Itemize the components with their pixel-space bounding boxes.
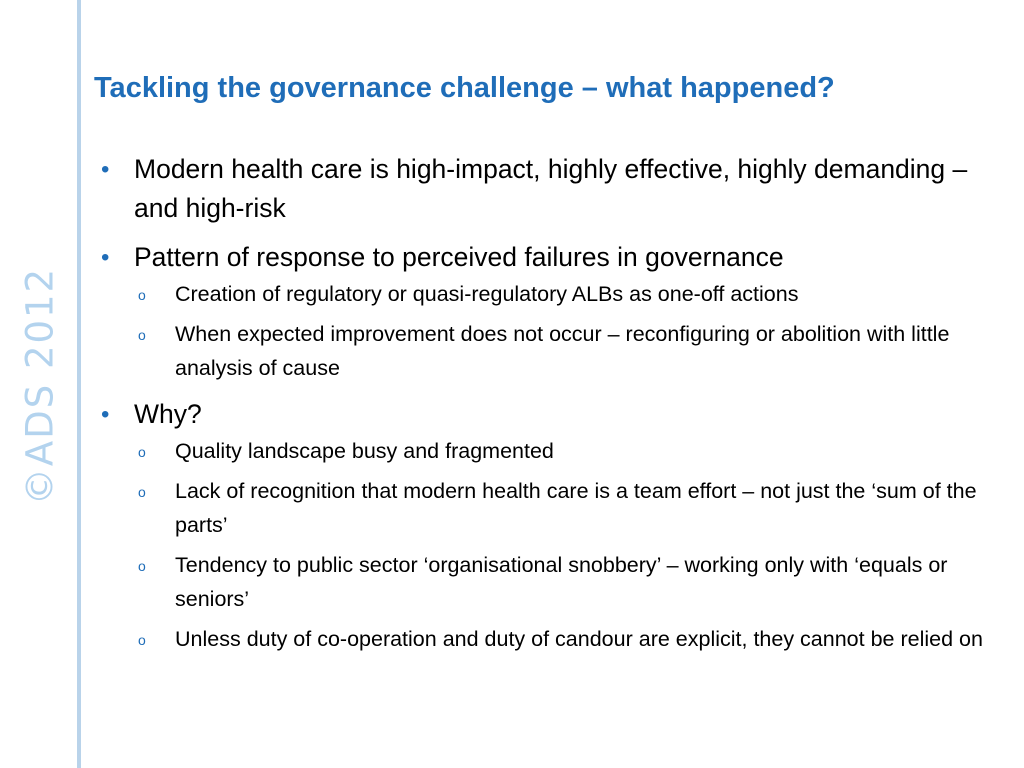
circle-bullet-icon: o	[138, 632, 146, 648]
circle-bullet-icon: o	[138, 287, 146, 303]
bullet-dot-icon: •	[101, 401, 110, 428]
circle-bullet-icon: o	[138, 327, 146, 343]
circle-bullet-icon: o	[138, 558, 146, 574]
sub-bullet-list	[94, 434, 999, 656]
bullet-text: Why?	[134, 399, 202, 429]
sub-bullet-text: Tendency to public sector ‘organisational snobbery’ – working only with ‘equals or seniors’	[175, 553, 948, 611]
watermark	[0, 0, 80, 768]
sub-bullet-text: Lack of recognition that modern health care is a team effort – not just the ‘sum of the parts’	[175, 479, 977, 537]
sub-bullet-item	[94, 317, 999, 385]
bullet-item	[94, 150, 999, 228]
sub-bullet-item	[94, 474, 999, 542]
circle-bullet-icon: o	[138, 484, 146, 500]
bullet-text: Modern health care is high-impact, highly effective, highly demanding – and high-risk	[134, 154, 968, 223]
sub-bullet-item	[94, 277, 999, 311]
bullet-dot-icon: •	[101, 244, 110, 271]
sub-bullet-list	[94, 277, 999, 385]
bullet-item	[94, 395, 999, 656]
sub-bullet-item	[94, 622, 999, 656]
bullet-list	[94, 150, 999, 666]
sub-bullet-item	[94, 548, 999, 616]
sub-bullet-text: Quality landscape busy and fragmented	[175, 439, 554, 463]
watermark-text: ©ADS 2012	[18, 266, 62, 506]
sub-bullet-text: When expected improvement does not occur – reconfiguring or abolition with little analysis of cause	[175, 322, 950, 380]
bullet-text: Pattern of response to perceived failures in governance	[134, 242, 784, 272]
slide-title: Tackling the governance challenge – what happened?	[94, 72, 835, 104]
bullet-item	[94, 238, 999, 385]
circle-bullet-icon: o	[138, 444, 146, 460]
sub-bullet-text: Creation of regulatory or quasi-regulatory ALBs as one-off actions	[175, 282, 799, 306]
sub-bullet-item	[94, 434, 999, 468]
sub-bullet-text: Unless duty of co-operation and duty of candour are explicit, they cannot be relied on	[175, 627, 983, 651]
bullet-dot-icon: •	[101, 156, 110, 183]
